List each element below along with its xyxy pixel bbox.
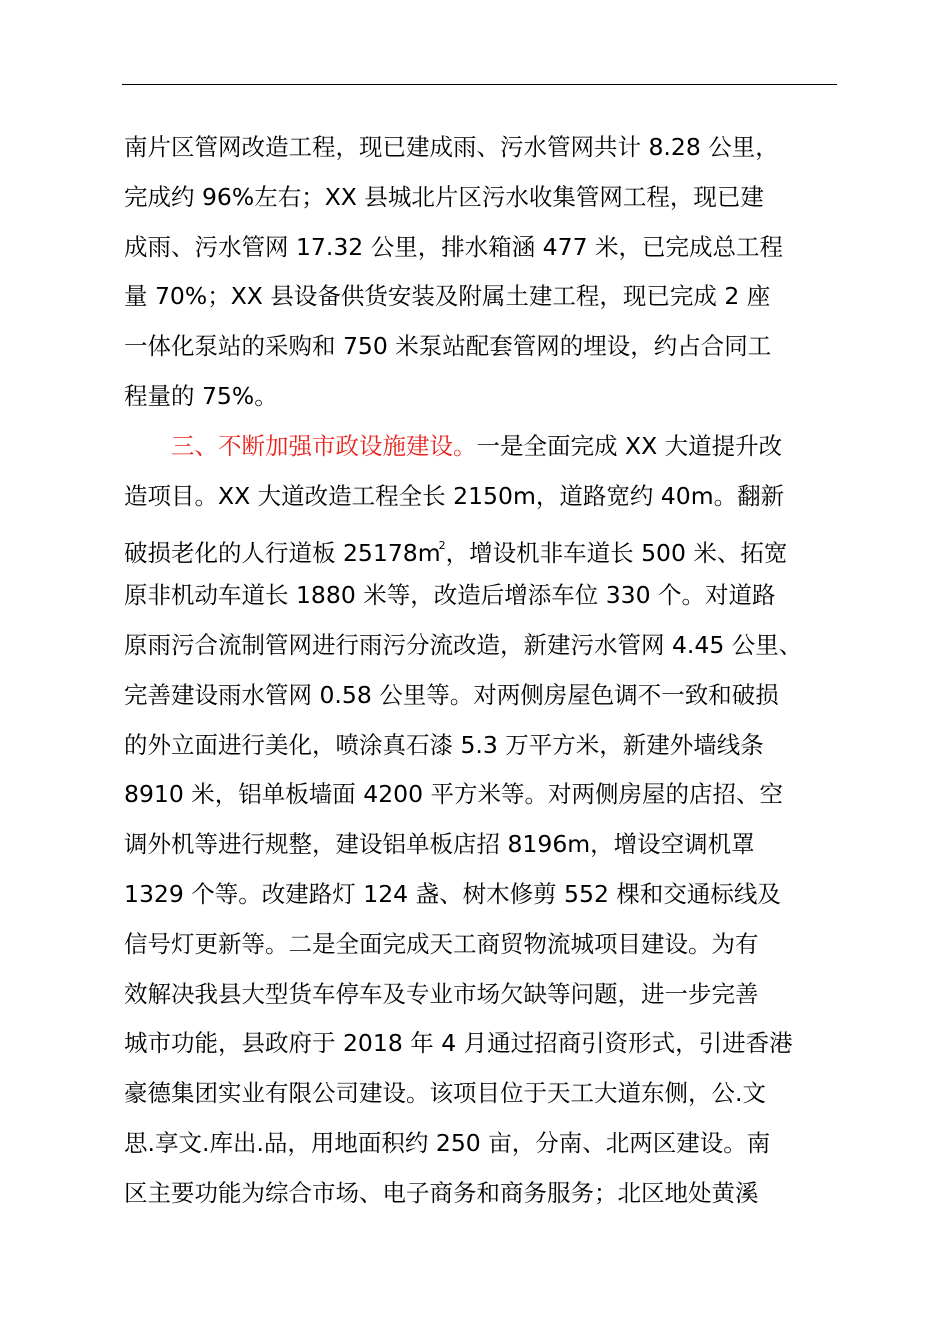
section-heading-rest: 一是全面完成 XX 大道提升改 bbox=[476, 431, 783, 460]
text-line: 信号灯更新等。二是全面完成天工商贸物流城项目建设。为有 bbox=[124, 929, 759, 958]
text-line: 南片区管网改造工程，现已建成雨、污水管网共计 8.28 公里， bbox=[124, 133, 779, 161]
text-line: 8910 米，铝单板墙面 4200 平方米等。对两侧房屋的店招、空 bbox=[124, 780, 784, 809]
text-line: 原非机动车道长 1880 米等，改造后增添车位 330 个。对道路 bbox=[124, 581, 776, 610]
text-line: 成雨、污水管网 17.32 公里，排水箱涵 477 米，已完成总工程 bbox=[124, 232, 784, 261]
text-line: 城市功能，县政府于 2018 年 4 月通过招商引资形式，引进香港 bbox=[124, 1029, 793, 1058]
text-line: 1329 个等。改建路灯 124 盏、树木修剪 552 棵和交通标线及 bbox=[124, 879, 781, 908]
text-line: 造项目。XX 大道改造工程全长 2150m，道路宽约 40m。翻新 bbox=[124, 481, 785, 510]
section-heading: 三、不断加强市政设施建设。 bbox=[171, 431, 477, 460]
text-line: 的外立面进行美化，喷涂真石漆 5.3 万平方米，新建外墙线条 bbox=[124, 730, 764, 759]
header-rule bbox=[122, 84, 837, 85]
section-heading-line bbox=[124, 422, 840, 472]
text-line: 原雨污合流制管网进行雨污分流改造，新建污水管网 4.45 公里、 bbox=[124, 630, 803, 659]
body-text bbox=[124, 123, 840, 1219]
text-segment: ，增设机非车道长 500 米、拓宽 bbox=[445, 539, 788, 568]
superscript: 2 bbox=[438, 539, 446, 553]
text-line: 完成约 96%左右；XX 县城北片区污水收集管网工程，现已建 bbox=[124, 182, 764, 211]
text-line: 完善建设雨水管网 0.58 公里等。对两侧房屋色调不一致和破损 bbox=[124, 680, 779, 709]
text-line: 程量的 75%。 bbox=[124, 381, 278, 410]
text-line: 一体化泵站的采购和 750 米泵站配套管网的埋设，约占合同工 bbox=[124, 332, 772, 361]
text-line: 调外机等进行规整，建设铝单板店招 8196m，增设空调机罩 bbox=[124, 830, 755, 859]
text-line-with-superscript bbox=[124, 521, 840, 571]
text-line: 区主要功能为综合市场、电子商务和商务服务；北区地处黄溪 bbox=[124, 1178, 759, 1207]
text-line: 豪德集团实业有限公司建设。该项目位于天工大道东侧，公.文 bbox=[124, 1079, 766, 1108]
text-line: 效解决我县大型货车停车及专业市场欠缺等问题，进一步完善 bbox=[124, 979, 759, 1008]
text-line: 量 70%；XX 县设备供货安装及附属土建工程，现已完成 2 座 bbox=[124, 282, 771, 311]
text-segment: 破损老化的人行道板 25178m bbox=[124, 539, 441, 568]
text-line: 思.享文.库出.品，用地面积约 250 亩，分南、北两区建设。南 bbox=[124, 1128, 771, 1157]
